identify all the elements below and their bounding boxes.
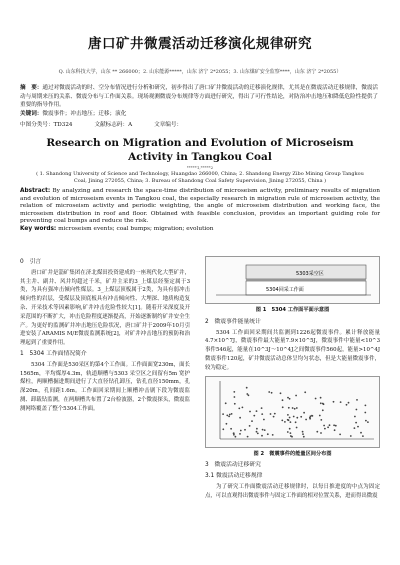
abstract-en (20, 188, 380, 234)
fig2-point (270, 413, 272, 415)
fig1-label-goaf: 5303采空区 (296, 271, 324, 277)
fig2-point (233, 433, 235, 435)
fig2-point (322, 409, 324, 411)
fig2-point (288, 406, 290, 408)
article-id: 文章编号： (154, 122, 183, 128)
fig2-point (289, 427, 291, 429)
fig2-point (261, 434, 263, 436)
fig2-point (333, 400, 335, 402)
fig2-point (287, 418, 289, 420)
fig2-point (261, 407, 263, 409)
fig2-point (295, 394, 297, 396)
fig2-point (281, 419, 283, 421)
fig2-point (346, 403, 348, 405)
fig2-point (264, 429, 266, 431)
fig2-point (280, 392, 282, 394)
fig2-point (222, 413, 224, 415)
keywords-en-label: Key words: (20, 225, 57, 232)
abstract-en-label: Abstract: (20, 188, 51, 194)
fig2-point (319, 414, 321, 416)
fig2-point (320, 432, 322, 434)
section1-heading: 1 5304 工作面情况简介 (20, 350, 87, 357)
fig2-point (320, 396, 322, 398)
fig2-point (320, 402, 322, 404)
fig2-point (253, 414, 255, 416)
fig2-point (273, 415, 275, 417)
fig2-point (272, 434, 274, 436)
fig2-point (335, 424, 337, 426)
keywords-en: microseism events; coal bumps; migration; evolution (58, 225, 214, 232)
fig2-point (244, 428, 246, 430)
fig2-point (355, 421, 357, 423)
fig2-point (261, 413, 263, 415)
fig2-point (268, 391, 270, 393)
fig2-point (231, 413, 233, 415)
fig2-point (295, 421, 297, 423)
fig2-point (242, 406, 244, 408)
fig2-point (249, 410, 251, 412)
fig2-point (323, 424, 325, 426)
fig2-point (290, 432, 292, 434)
fig2-point (235, 435, 237, 437)
abstract-cn-text: 通过对微震活动的时、空分布情况进行分析和研究，初步得出了唐口矿井微震活动的迁移演化规律，尤其是在微震活动迁移规律，微震活动与周期来压的关系、微震分布与工作面关系。现场观测微震分布规律等方面进行研究，得出了可行性结论，对防治冲击地压和降低危险性提供了重要的指导作用。 (20, 85, 379, 109)
fig2-point (367, 421, 369, 423)
fig2-point (340, 401, 342, 403)
fig2-point (256, 410, 258, 412)
fig2-point (238, 407, 240, 409)
left-column (20, 256, 190, 414)
fig2-point (333, 424, 335, 426)
fig2-point (320, 419, 322, 421)
keywords-cn-label: 关键词： (20, 110, 43, 117)
fig2-point (311, 414, 313, 416)
fig2-point (292, 407, 294, 409)
fig2-point (240, 429, 242, 431)
fig1-label-face: 5304回采工作面 (266, 287, 304, 293)
fig2-point (289, 416, 291, 418)
abstract-en-text: By analyzing and research the space-time distribution of microseism activity, preliminary results of migration and evolution of microseism events in Tangkou coal, the especially research in migration rule of microseism activity, the relation of microseism activity and periodic weighting, the angle of microseism distribution and working face, the microseism distribution in roof and floor. Obtained with feasible conclusion, provides an important guiding role for preventing coal bumps and reduce the risk. (20, 188, 380, 225)
affiliations-en: ( 1. Shandong University of Science and Technology, Huangdao 266000, China; 2. Shandong Energy Zibo Mining Group Tangkou Coal, Jining 272055, China; 3. Bureau of Shandong Coal Safety Supervision, Jining 272055, China ) (36, 171, 364, 185)
right-column (205, 256, 380, 501)
fig2-point (360, 431, 362, 433)
fig2-point (234, 402, 236, 404)
fig2-point (226, 422, 228, 424)
section3-heading: 3 微震活动迁移研究 (205, 462, 261, 469)
abstract-cn-label: 摘 要： (20, 85, 43, 91)
fig2-point (316, 430, 318, 432)
figure-1 (205, 256, 380, 304)
fig2-point (302, 433, 304, 435)
intro-heading: 0 引言 (20, 259, 42, 265)
paper-title-cn: 唐口矿井微震活动迁移演化规律研究 (88, 36, 312, 52)
fig2-point (233, 391, 235, 393)
section31-heading: 3.1 微震活动迁移规律 (205, 473, 263, 480)
figure-2-caption: 图 2 微震事件的能量区间分布图 (253, 450, 332, 457)
fig2-point (222, 428, 224, 430)
paper-title-en: Research on Migration and Evolution of Microseism Activity in Tangkou Coal (46, 137, 354, 163)
fig2-point (257, 432, 259, 434)
section1-paragraph: 5304 工作面是530采区的第4个工作面。工作面面宽230m，面长1565m，平均煤厚4.3m，轨道顺槽与5303 采空区之间留有5m 宽护煤柱，两顺槽掘进期间进行了大直径钻孔卸压，钻孔直径150mm，孔深20m，孔间距1.6m。工作面回采期间上顺槽冲击剧下段为微震监测、卸载钻监测，在两顺槽共布置了2台检波器，2个微震探头，微震监测网络覆盖了整个5304工作面。 (20, 361, 190, 412)
fig2-point (296, 426, 298, 428)
figure-2-plot (206, 377, 379, 447)
fig2-point (256, 430, 258, 432)
fig2-point (296, 407, 298, 409)
fig2-point (287, 414, 289, 416)
fig2-point (262, 428, 264, 430)
fig2-point (289, 397, 291, 399)
fig2-point (249, 425, 251, 427)
fig2-point (300, 415, 302, 417)
fig2-point (324, 427, 326, 429)
fig2-point (303, 411, 305, 413)
cls-number: 中图分类号：TD324 (20, 122, 73, 128)
section2-paragraph: 5304 工作面回采期间共监测到1226起微震事件。累计释放能量4.7×10^7J，微震事件最大能量7.9×10^5J，微震事件中能量<10^3事件546起，能量在10^3J～10^4J之间微震事件560起，能量>10^4J微震事件120起，矿井微震活动总体呈均匀状态，但是大能量微震事件，较为稳定。 (205, 329, 380, 371)
fig2-point (334, 429, 336, 431)
fig2-point (251, 420, 253, 422)
section2-heading: 2 微震事件能量统计 (205, 318, 261, 325)
fig2-point (305, 418, 307, 420)
fig2-point (302, 430, 304, 432)
fig2-point (239, 416, 241, 418)
authors-en: *****1,*****2 (186, 165, 214, 170)
fig2-point (354, 415, 356, 417)
fig2-point (256, 427, 258, 429)
abstract-cn (20, 84, 380, 118)
fig2-point (327, 426, 329, 428)
fig2-point (230, 427, 232, 429)
fig2-point (339, 433, 341, 435)
fig2-point (284, 421, 286, 423)
fig2-point (362, 435, 364, 437)
fig2-point (287, 396, 289, 398)
fig2-point (329, 424, 331, 426)
fig2-point (309, 417, 311, 419)
fig2-point (293, 415, 295, 417)
fig2-point (229, 413, 231, 415)
fig2-point (247, 435, 249, 437)
fig2-point (267, 433, 269, 435)
fig2-point (365, 419, 367, 421)
fig2-point (356, 399, 358, 401)
fig2-point (233, 432, 235, 434)
fig2-point (365, 404, 367, 406)
fig2-point (228, 415, 230, 417)
fig2-point (287, 431, 289, 433)
fig2-point (364, 411, 366, 413)
fig2-point (274, 412, 276, 414)
fig2-point (246, 386, 248, 388)
fig2-point (356, 408, 358, 410)
fig2-point (354, 427, 356, 429)
fig2-point (234, 396, 236, 398)
fig2-point (239, 433, 241, 435)
fig2-point (304, 391, 306, 393)
fig2-point (296, 416, 298, 418)
fig2-point (290, 421, 292, 423)
fig2-point (350, 435, 352, 437)
figure-1-caption: 图 1 5304 工作面平面示意图 (255, 307, 330, 313)
fig2-point (348, 401, 350, 403)
fig2-point (357, 425, 359, 427)
fig2-point (294, 407, 296, 409)
intro-paragraph: 唐口矿井是淄矿集团在济北煤田投资建成的一座现代化大型矿井，其主井、副井、风井均超过千米，矿井主采的3_上煤层经鉴定属于3类，为具有强冲击倾向性煤层。3_上煤层顶板属于2类，为具有弱冲击倾向性的岩层，受煤层及顶底板具有冲击倾向性、大埋深、地质构造复杂、开采技术等因素影响,矿井冲击危险性较大[1]。随着开采深度及开采范围的不断扩大，冲击危险程度逐渐提高，开始逐渐制约矿井安全生产。为更好的监测矿井冲击地压危险状况，唐口矿井于2009年10月引进安装了ARAMIS M/E微震监测系统[2]，对矿井冲击地压的预防和治理起到了重要作用。 (20, 269, 190, 347)
fig2-point (246, 393, 248, 395)
doc-code: 文献标志码：A (94, 122, 133, 128)
fig2-point (282, 406, 284, 408)
fig2-point (271, 391, 273, 393)
classification-line (20, 120, 380, 128)
fig2-point (226, 414, 228, 416)
section31-paragraph: 为了研究工作面微震活动迁移规律时，以每日推进度的中点为固定点，可以直观得出微震事件与固定工作面的相对位置关系，进而得出微震 (205, 483, 380, 499)
keywords-cn: 微震事件；冲击地压；迁移；演化 (42, 110, 127, 117)
fig2-point (303, 435, 305, 437)
affiliations-cn: Q. 山东科技大学，山东 ** 266000；2. 山东能源*****，山东 济宁 2*2055；3. 山东煤矿安全监察****，山东 济宁 2*2055） (58, 69, 342, 75)
fig2-point (225, 402, 227, 404)
fig2-point (315, 397, 317, 399)
working-face-area (246, 281, 366, 295)
fig2-point (291, 435, 293, 437)
figure-2 (205, 376, 380, 448)
fig2-point (323, 403, 325, 405)
figure-1-diagram (206, 257, 379, 303)
fig2-point (263, 418, 265, 420)
fig2-point (282, 399, 284, 401)
